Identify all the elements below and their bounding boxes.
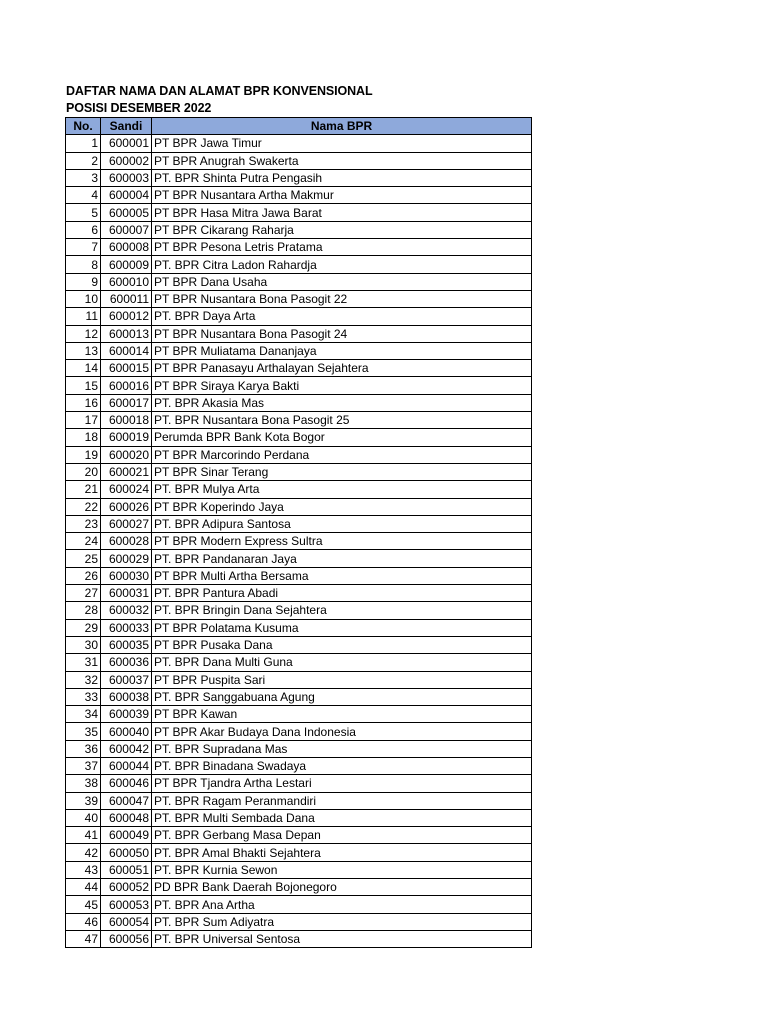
cell-no: 24: [66, 533, 101, 550]
table-header-row: [66, 118, 532, 135]
table-row: [66, 930, 532, 947]
cell-nama: PT. BPR Amal Bhakti Sejahtera: [152, 844, 532, 861]
cell-nama: PT BPR Kawan: [152, 706, 532, 723]
cell-nama: PT. BPR Citra Ladon Rahardja: [152, 256, 532, 273]
table-row: [66, 515, 532, 532]
cell-sandi: 600026: [101, 498, 152, 515]
table-row: [66, 412, 532, 429]
cell-nama: PD BPR Bank Daerah Bojonegoro: [152, 879, 532, 896]
header-nama: Nama BPR: [152, 118, 532, 135]
table-row: [66, 844, 532, 861]
table-row: [66, 757, 532, 774]
table-row: [66, 135, 532, 152]
table-row: [66, 290, 532, 307]
cell-no: 27: [66, 585, 101, 602]
table-row: [66, 429, 532, 446]
cell-no: 44: [66, 879, 101, 896]
cell-nama: PT BPR Muliatama Dananjaya: [152, 342, 532, 359]
cell-nama: PT. BPR Akasia Mas: [152, 394, 532, 411]
table-row: [66, 394, 532, 411]
cell-sandi: 600030: [101, 567, 152, 584]
cell-nama: PT BPR Marcorindo Perdana: [152, 446, 532, 463]
cell-no: 21: [66, 481, 101, 498]
cell-no: 30: [66, 636, 101, 653]
cell-no: 29: [66, 619, 101, 636]
cell-nama: PT BPR Panasayu Arthalayan Sejahtera: [152, 360, 532, 377]
table-row: [66, 342, 532, 359]
cell-sandi: 600010: [101, 273, 152, 290]
cell-sandi: 600039: [101, 706, 152, 723]
cell-sandi: 600017: [101, 394, 152, 411]
cell-sandi: 600052: [101, 879, 152, 896]
cell-no: 32: [66, 671, 101, 688]
cell-no: 42: [66, 844, 101, 861]
cell-sandi: 600050: [101, 844, 152, 861]
cell-sandi: 600037: [101, 671, 152, 688]
cell-nama: PT BPR Akar Budaya Dana Indonesia: [152, 723, 532, 740]
cell-nama: PT BPR Anugrah Swakerta: [152, 152, 532, 169]
cell-nama: Perumda BPR Bank Kota Bogor: [152, 429, 532, 446]
cell-nama: PT BPR Hasa Mitra Jawa Barat: [152, 204, 532, 221]
table-row: [66, 636, 532, 653]
cell-no: 20: [66, 463, 101, 480]
cell-sandi: 600018: [101, 412, 152, 429]
cell-no: 47: [66, 930, 101, 947]
table-row: [66, 879, 532, 896]
cell-nama: PT. BPR Gerbang Masa Depan: [152, 827, 532, 844]
cell-no: 25: [66, 550, 101, 567]
table-row: [66, 809, 532, 826]
table-row: [66, 792, 532, 809]
table-row: [66, 827, 532, 844]
cell-no: 37: [66, 757, 101, 774]
cell-sandi: 600008: [101, 239, 152, 256]
cell-no: 18: [66, 429, 101, 446]
cell-sandi: 600027: [101, 515, 152, 532]
cell-nama: PT. BPR Universal Sentosa: [152, 930, 532, 947]
cell-no: 22: [66, 498, 101, 515]
title-line-period: POSISI DESEMBER 2022: [66, 101, 212, 115]
table-row: [66, 221, 532, 238]
cell-no: 26: [66, 567, 101, 584]
cell-sandi: 600028: [101, 533, 152, 550]
header-sandi: Sandi: [101, 118, 152, 135]
cell-sandi: 600014: [101, 342, 152, 359]
cell-no: 3: [66, 169, 101, 186]
cell-nama: PT BPR Tjandra Artha Lestari: [152, 775, 532, 792]
cell-sandi: 600007: [101, 221, 152, 238]
table-row: [66, 239, 532, 256]
table-row: [66, 706, 532, 723]
cell-sandi: 600038: [101, 688, 152, 705]
cell-sandi: 600036: [101, 654, 152, 671]
cell-sandi: 600048: [101, 809, 152, 826]
cell-sandi: 600054: [101, 913, 152, 930]
cell-no: 8: [66, 256, 101, 273]
cell-sandi: 600005: [101, 204, 152, 221]
cell-nama: PT BPR Polatama Kusuma: [152, 619, 532, 636]
cell-sandi: 600012: [101, 308, 152, 325]
table-row: [66, 446, 532, 463]
table-row: [66, 308, 532, 325]
cell-no: 17: [66, 412, 101, 429]
cell-nama: PT. BPR Supradana Mas: [152, 740, 532, 757]
cell-no: 6: [66, 221, 101, 238]
cell-nama: PT. BPR Bringin Dana Sejahtera: [152, 602, 532, 619]
cell-sandi: 600019: [101, 429, 152, 446]
table-row: [66, 377, 532, 394]
cell-sandi: 600001: [101, 135, 152, 152]
table-row: [66, 481, 532, 498]
cell-no: 40: [66, 809, 101, 826]
cell-nama: PT. BPR Shinta Putra Pengasih: [152, 169, 532, 186]
header-no: No.: [66, 118, 101, 135]
table-row: [66, 602, 532, 619]
cell-no: 1: [66, 135, 101, 152]
cell-nama: PT BPR Modern Express Sultra: [152, 533, 532, 550]
cell-sandi: 600031: [101, 585, 152, 602]
cell-no: 2: [66, 152, 101, 169]
cell-nama: PT. BPR Multi Sembada Dana: [152, 809, 532, 826]
cell-nama: PT BPR Koperindo Jaya: [152, 498, 532, 515]
table-row: [66, 896, 532, 913]
cell-nama: PT. BPR Sum Adiyatra: [152, 913, 532, 930]
cell-sandi: 600040: [101, 723, 152, 740]
cell-nama: PT. BPR Pantura Abadi: [152, 585, 532, 602]
cell-nama: PT. BPR Kurnia Sewon: [152, 861, 532, 878]
cell-sandi: 600051: [101, 861, 152, 878]
cell-no: 46: [66, 913, 101, 930]
table-row: [66, 585, 532, 602]
table-row: [66, 187, 532, 204]
cell-sandi: 600033: [101, 619, 152, 636]
bpr-table: [65, 117, 532, 948]
cell-sandi: 600044: [101, 757, 152, 774]
cell-no: 34: [66, 706, 101, 723]
table-row: [66, 740, 532, 757]
cell-nama: PT BPR Multi Artha Bersama: [152, 567, 532, 584]
table-row: [66, 654, 532, 671]
cell-no: 14: [66, 360, 101, 377]
cell-sandi: 600042: [101, 740, 152, 757]
cell-no: 19: [66, 446, 101, 463]
cell-no: 45: [66, 896, 101, 913]
cell-no: 4: [66, 187, 101, 204]
cell-sandi: 600016: [101, 377, 152, 394]
cell-no: 10: [66, 290, 101, 307]
cell-nama: PT BPR Jawa Timur: [152, 135, 532, 152]
cell-sandi: 600049: [101, 827, 152, 844]
table-row: [66, 861, 532, 878]
cell-no: 41: [66, 827, 101, 844]
cell-nama: PT BPR Sinar Terang: [152, 463, 532, 480]
cell-nama: PT. BPR Daya Arta: [152, 308, 532, 325]
table-row: [66, 152, 532, 169]
cell-sandi: 600035: [101, 636, 152, 653]
cell-nama: PT. BPR Ana Artha: [152, 896, 532, 913]
table-row: [66, 688, 532, 705]
cell-nama: PT. BPR Pandanaran Jaya: [152, 550, 532, 567]
cell-no: 39: [66, 792, 101, 809]
cell-sandi: 600011: [101, 290, 152, 307]
cell-no: 36: [66, 740, 101, 757]
cell-sandi: 600032: [101, 602, 152, 619]
table-row: [66, 325, 532, 342]
cell-no: 7: [66, 239, 101, 256]
cell-no: 11: [66, 308, 101, 325]
table-row: [66, 723, 532, 740]
cell-nama: PT. BPR Binadana Swadaya: [152, 757, 532, 774]
table-row: [66, 498, 532, 515]
cell-sandi: 600002: [101, 152, 152, 169]
cell-nama: PT. BPR Sanggabuana Agung: [152, 688, 532, 705]
cell-no: 16: [66, 394, 101, 411]
cell-nama: PT. BPR Dana Multi Guna: [152, 654, 532, 671]
table-row: [66, 671, 532, 688]
cell-nama: PT BPR Cikarang Raharja: [152, 221, 532, 238]
table-row: [66, 463, 532, 480]
cell-no: 43: [66, 861, 101, 878]
cell-nama: PT BPR Pesona Letris Pratama: [152, 239, 532, 256]
cell-no: 5: [66, 204, 101, 221]
cell-sandi: 600029: [101, 550, 152, 567]
cell-sandi: 600056: [101, 930, 152, 947]
table-row: [66, 533, 532, 550]
cell-nama: PT. BPR Nusantara Bona Pasogit 25: [152, 412, 532, 429]
cell-no: 28: [66, 602, 101, 619]
cell-sandi: 600047: [101, 792, 152, 809]
table-row: [66, 360, 532, 377]
cell-no: 15: [66, 377, 101, 394]
table-row: [66, 256, 532, 273]
cell-no: 38: [66, 775, 101, 792]
table-row: [66, 204, 532, 221]
cell-sandi: 600046: [101, 775, 152, 792]
cell-no: 23: [66, 515, 101, 532]
cell-sandi: 600004: [101, 187, 152, 204]
table-row: [66, 619, 532, 636]
table-row: [66, 913, 532, 930]
cell-nama: PT. BPR Adipura Santosa: [152, 515, 532, 532]
document-title: [66, 83, 373, 117]
table-body: [66, 135, 532, 948]
cell-nama: PT BPR Pusaka Dana: [152, 636, 532, 653]
table-row: [66, 273, 532, 290]
cell-no: 12: [66, 325, 101, 342]
cell-sandi: 600020: [101, 446, 152, 463]
cell-sandi: 600015: [101, 360, 152, 377]
cell-sandi: 600003: [101, 169, 152, 186]
table-row: [66, 775, 532, 792]
cell-no: 35: [66, 723, 101, 740]
cell-sandi: 600053: [101, 896, 152, 913]
cell-nama: PT. BPR Mulya Arta: [152, 481, 532, 498]
cell-nama: PT BPR Nusantara Bona Pasogit 22: [152, 290, 532, 307]
cell-sandi: 600013: [101, 325, 152, 342]
cell-nama: PT BPR Nusantara Bona Pasogit 24: [152, 325, 532, 342]
cell-sandi: 600009: [101, 256, 152, 273]
cell-sandi: 600024: [101, 481, 152, 498]
cell-no: 13: [66, 342, 101, 359]
cell-no: 9: [66, 273, 101, 290]
cell-nama: PT BPR Siraya Karya Bakti: [152, 377, 532, 394]
cell-nama: PT BPR Nusantara Artha Makmur: [152, 187, 532, 204]
cell-nama: PT BPR Puspita Sari: [152, 671, 532, 688]
cell-sandi: 600021: [101, 463, 152, 480]
cell-nama: PT. BPR Ragam Peranmandiri: [152, 792, 532, 809]
cell-no: 33: [66, 688, 101, 705]
title-line-main: DAFTAR NAMA DAN ALAMAT BPR KONVENSIONAL: [66, 84, 373, 98]
cell-nama: PT BPR Dana Usaha: [152, 273, 532, 290]
table-row: [66, 550, 532, 567]
table-row: [66, 567, 532, 584]
cell-no: 31: [66, 654, 101, 671]
table-row: [66, 169, 532, 186]
